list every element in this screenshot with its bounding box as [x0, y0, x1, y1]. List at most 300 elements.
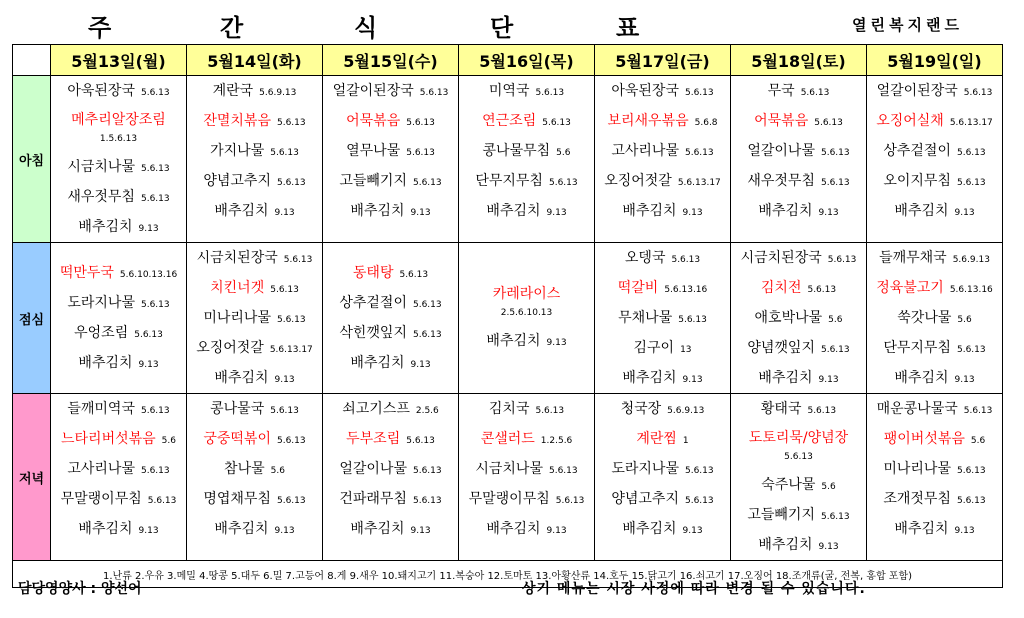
allergen-codes: 5.6.13: [276, 178, 306, 188]
menu-item: [51, 212, 186, 242]
dish-name: 김구이: [633, 340, 675, 356]
allergen-codes: 5.6.13: [535, 88, 565, 98]
allergen-codes: 5.6.13: [134, 330, 163, 340]
allergen-codes: 5.6.13: [270, 148, 299, 158]
dish-name: 우엉조림: [74, 325, 129, 341]
allergen-codes: 5.6.13: [800, 88, 830, 98]
dish-name: 조개젓무침: [883, 491, 951, 507]
dish-name: 잔멸치볶음: [203, 113, 271, 129]
allergen-codes: 1: [682, 436, 689, 446]
menu-item: [731, 166, 866, 196]
dish-name: 얼갈이된장국: [332, 83, 414, 99]
dish-name: 미나리나물: [883, 461, 951, 477]
allergen-codes: 5.6.13: [276, 496, 306, 506]
menu-item: [323, 394, 458, 424]
dish-name: 어묵볶음: [754, 113, 809, 129]
dish-name: 도라지나물: [611, 461, 679, 477]
allergen-codes: 5.6.13: [412, 496, 442, 506]
dish-name: 배추김치: [350, 203, 405, 219]
menu-cell: [187, 394, 323, 561]
allergen-codes: 5.6.13: [820, 512, 850, 522]
dish-name: 오징어실채: [876, 113, 944, 129]
allergen-codes: 9.13: [138, 360, 159, 370]
dish-name: 배추김치: [214, 203, 269, 219]
menu-item: [323, 258, 458, 288]
menu-item: [867, 196, 1002, 226]
dish-name: 새우젓무침: [747, 173, 815, 189]
allergen-codes: 5.6.13: [548, 466, 578, 476]
menu-item: [867, 273, 1002, 303]
menu-item: [867, 514, 1002, 544]
menu-item: [187, 196, 322, 226]
allergen-codes: 9.13: [682, 375, 703, 385]
menu-item: [51, 288, 186, 318]
menu-item: [459, 326, 594, 356]
allergen-codes: 5.6.13.16: [664, 285, 708, 295]
allergen-codes: 5.6: [821, 482, 836, 492]
allergen-codes: 5.6: [957, 315, 972, 325]
menu-item: [187, 243, 322, 273]
allergen-codes: 5.6.13: [140, 164, 170, 174]
dish-name: 오징어젓갈: [196, 340, 264, 356]
menu-item: [867, 243, 1002, 273]
dish-name: 단무지무침: [883, 340, 951, 356]
menu-item: [51, 152, 186, 182]
allergen-codes: 5.6.13: [784, 452, 813, 462]
menu-item: [731, 273, 866, 303]
allergen-codes: 5.6: [828, 315, 843, 325]
allergen-codes: 9.13: [274, 526, 295, 536]
menu-item: [731, 500, 866, 530]
dish-name: 도라지나물: [67, 295, 135, 311]
menu-item: [867, 303, 1002, 333]
dish-name: 새우젓무침: [67, 189, 135, 205]
allergen-codes: 5.6.13: [276, 436, 306, 446]
allergen-codes: 5.6: [556, 148, 571, 158]
allergen-codes: 5.6.9.13: [259, 88, 297, 98]
dish-name: 콘샐러드: [480, 431, 535, 447]
menu-item: [595, 166, 730, 196]
menu-item: [595, 196, 730, 226]
allergen-codes: 5.6.9.13: [952, 255, 990, 265]
menu-cell: [595, 394, 731, 561]
dish-name: 궁중떡볶이: [203, 431, 271, 447]
meal-label: 점심: [13, 243, 51, 394]
allergen-codes: 5.6: [970, 436, 986, 446]
allergen-codes: 5.6.13: [548, 178, 578, 188]
menu-item: [595, 454, 730, 484]
allergen-codes: 9.13: [954, 208, 975, 218]
menu-item: [595, 333, 730, 363]
allergen-codes: 5.6.13: [956, 345, 986, 355]
allergen-codes: 5.6.13: [412, 178, 442, 188]
menu-cell: [51, 76, 187, 243]
dish-name: 삭힌깻잎지: [339, 325, 407, 341]
menu-cell: [459, 243, 595, 394]
menu-item: [187, 333, 322, 363]
menu-item: [187, 363, 322, 393]
dish-name: 배추김치: [622, 370, 677, 386]
menu-item: [323, 454, 458, 484]
dish-name: 계란찜: [636, 431, 677, 447]
menu-cell: [187, 243, 323, 394]
menu-item: [867, 76, 1002, 106]
menu-item: [51, 182, 186, 212]
menu-cell: [323, 76, 459, 243]
menu-item: [731, 106, 866, 136]
title-char: 식: [354, 14, 378, 42]
allergen-codes: 5.6.13: [678, 315, 707, 325]
menu-item: [323, 514, 458, 544]
allergen-codes: 5.6.13: [963, 88, 993, 98]
breakfast-row: [13, 76, 1003, 243]
allergen-codes: 5.6.13.17: [677, 178, 721, 188]
dish-name: 오징어젓갈: [604, 173, 672, 189]
dish-name: 얼갈이된장국: [876, 83, 958, 99]
dish-name: 무채나물: [618, 310, 673, 326]
dish-name: 상추겉절이: [339, 295, 407, 311]
dish-name: 청국장: [620, 401, 662, 417]
menu-item: [731, 303, 866, 333]
dish-name: 아욱된장국: [67, 83, 135, 99]
dish-name: 카레라이스: [492, 286, 561, 302]
allergen-codes: 5.6.13: [419, 88, 449, 98]
dish-name: 배추김치: [214, 370, 269, 386]
menu-cell: [51, 394, 187, 561]
allergen-codes: 5.6.13: [535, 406, 565, 416]
dish-name: 양념깻잎지: [747, 340, 815, 356]
dish-name: 시금치나물: [67, 159, 135, 175]
menu-item: [187, 76, 322, 106]
menu-item: [187, 166, 322, 196]
menu-item: [595, 424, 730, 454]
dish-name: 배추김치: [894, 521, 949, 537]
menu-item: [323, 424, 458, 454]
menu-item: [323, 76, 458, 106]
dish-name: 쇠고기스프: [342, 401, 410, 417]
dish-name: 명엽채무침: [203, 491, 271, 507]
menu-item: [51, 454, 186, 484]
allergen-codes: 5.6.13: [140, 406, 170, 416]
dish-name: 배추김치: [350, 355, 405, 371]
dish-name: 배추김치: [78, 521, 133, 537]
allergen-codes: 5.6.13: [671, 255, 701, 265]
dish-name: 고들빼기지: [747, 507, 815, 523]
allergen-codes: 5.6.13: [820, 345, 850, 355]
allergen-codes: 5.6.13: [412, 330, 442, 340]
dish-name: 열무나물: [346, 143, 401, 159]
menu-item: [459, 196, 594, 226]
menu-cell: [323, 394, 459, 561]
menu-cell: [867, 76, 1003, 243]
dish-name: 건파래무침: [339, 491, 407, 507]
allergen-codes: 9.13: [274, 208, 295, 218]
menu-item: [867, 484, 1002, 514]
allergen-codes: 9.13: [682, 208, 703, 218]
dish-name: 떡갈비: [617, 280, 659, 296]
menu-item: [867, 136, 1002, 166]
menu-item: [459, 76, 594, 106]
menu-item: [595, 273, 730, 303]
dish-name: 배추김치: [758, 537, 813, 553]
menu-item: [595, 303, 730, 333]
allergen-codes: 5.6.13: [542, 118, 571, 128]
dish-name: 배추김치: [758, 370, 813, 386]
allergen-codes: 1.5.6.13: [99, 134, 138, 144]
dish-name: 김치국: [488, 401, 530, 417]
menu-item: [731, 363, 866, 393]
dish-name: 단무지무침: [475, 173, 543, 189]
menu-item: [731, 76, 866, 106]
dish-name: 오뎅국: [624, 250, 666, 266]
dish-name: 배추김치: [622, 521, 677, 537]
menu-item: [459, 484, 594, 514]
dish-name: 시금치된장국: [196, 250, 278, 266]
dish-name: 오이지무침: [883, 173, 951, 189]
dish-name: 얼갈이나물: [747, 143, 815, 159]
dish-name: 들깨미역국: [67, 401, 135, 417]
menu-item: [323, 484, 458, 514]
dish-name: 연근조림: [482, 113, 537, 129]
dish-name: 보리새우볶음: [607, 113, 689, 129]
dish-name: 애호박나물: [754, 310, 823, 326]
allergen-codes: 5.6.10.13.16: [119, 270, 178, 280]
allergen-codes: 5.6.8: [694, 118, 718, 128]
allergen-codes: 5.6.13: [140, 88, 170, 98]
menu-item: [459, 280, 594, 326]
allergen-codes: 5.6.13: [140, 300, 170, 310]
menu-item: [187, 106, 322, 136]
menu-item: [595, 106, 730, 136]
dish-name: 배추김치: [486, 203, 541, 219]
dish-name: 느타리버섯볶음: [61, 431, 156, 447]
menu-cell: [731, 394, 867, 561]
menu-item: [323, 318, 458, 348]
allergen-codes: 5.6.9.13: [667, 406, 705, 416]
title-char: 주: [88, 14, 112, 42]
allergen-codes: 5.6.13: [270, 285, 299, 295]
allergen-codes: 1.2.5.6: [540, 436, 573, 446]
allergen-codes: 5.6.13: [412, 466, 442, 476]
allergen-codes: 9.13: [954, 375, 975, 385]
menu-item: [731, 196, 866, 226]
dish-name: 아욱된장국: [611, 83, 679, 99]
allergen-codes: 5.6.13.17: [269, 345, 313, 355]
dish-name: 양념고추지: [203, 173, 271, 189]
menu-item: [459, 166, 594, 196]
allergen-codes: 5.6.13: [684, 466, 714, 476]
menu-item: [867, 394, 1002, 424]
menu-item: [51, 424, 186, 454]
allergen-codes: 5.6.13: [820, 178, 850, 188]
menu-cell: [595, 76, 731, 243]
dish-name: 가지나물: [210, 143, 265, 159]
menu-item: [323, 196, 458, 226]
menu-item: [459, 106, 594, 136]
allergen-codes: 5.6.13: [963, 406, 993, 416]
dish-name: 무말랭이무침: [468, 491, 550, 507]
allergen-codes: 5.6.13: [820, 148, 850, 158]
dish-name: 무국: [767, 83, 795, 99]
menu-item: [51, 76, 186, 106]
allergen-codes: 9.13: [954, 526, 975, 536]
menu-item: [731, 424, 866, 470]
page-title: [40, 8, 640, 42]
allergen-codes: 5.6.13: [956, 148, 986, 158]
dish-name: 얼갈이나물: [339, 461, 407, 477]
allergen-codes: 5.6.13: [270, 406, 299, 416]
menu-item: [51, 514, 186, 544]
menu-item: [51, 484, 186, 514]
menu-item: [867, 166, 1002, 196]
allergen-codes: 9.13: [818, 542, 839, 552]
dish-name: 콩나물무침: [482, 143, 551, 159]
allergen-codes: 5.6.13: [956, 496, 986, 506]
dish-name: 황태국: [760, 401, 802, 417]
menu-item: [323, 136, 458, 166]
menu-item: [187, 394, 322, 424]
dish-name: 도토리묵/양념장: [748, 430, 849, 446]
menu-cell: [187, 76, 323, 243]
allergen-codes: 5.6.13: [684, 148, 714, 158]
day-header: 5월16일(목): [459, 45, 595, 76]
menu-item: [867, 424, 1002, 454]
dish-name: 콩나물국: [210, 401, 265, 417]
menu-item: [595, 514, 730, 544]
lunch-row: [13, 243, 1003, 394]
allergen-codes: 9.13: [410, 526, 431, 536]
dish-name: 메추리알장조림: [71, 112, 166, 128]
dish-name: 양념고추지: [611, 491, 679, 507]
dish-name: 배추김치: [758, 203, 813, 219]
allergen-codes: 5.6.13: [399, 270, 429, 280]
dish-name: 배추김치: [894, 203, 949, 219]
allergen-codes: 9.13: [818, 208, 839, 218]
menu-item: [731, 394, 866, 424]
menu-cell: [323, 243, 459, 394]
menu-item: [187, 136, 322, 166]
allergen-codes: 5.6.13: [814, 118, 843, 128]
menu-item: [187, 424, 322, 454]
allergen-codes: 5.6: [270, 466, 285, 476]
allergen-codes: 5.6.13: [140, 466, 170, 476]
allergen-codes: 5.6.13: [827, 255, 857, 265]
dish-name: 계란국: [212, 83, 254, 99]
dish-name: 시금치된장국: [740, 250, 822, 266]
allergen-codes: 5.6.13: [956, 178, 986, 188]
menu-cell: [595, 243, 731, 394]
menu-item: [595, 76, 730, 106]
menu-item: [731, 530, 866, 560]
menu-change-notice: 상기 메뉴는 시장 사정에 따라 변경 될 수 있습니다.: [522, 581, 866, 597]
menu-cell: [867, 394, 1003, 561]
menu-item: [867, 333, 1002, 363]
day-header: 5월15일(수): [323, 45, 459, 76]
organization-name: 열린복지랜드: [852, 16, 963, 34]
menu-item: [595, 136, 730, 166]
allergen-codes: 5.6.13.16: [949, 285, 993, 295]
menu-item: [595, 243, 730, 273]
dish-name: 매운콩나물국: [876, 401, 958, 417]
allergen-codes: 5.6.13: [684, 496, 714, 506]
menu-cell: [867, 243, 1003, 394]
menu-item: [867, 454, 1002, 484]
dish-name: 쑥갓나물: [897, 310, 952, 326]
dish-name: 배추김치: [78, 219, 133, 235]
menu-item: [731, 243, 866, 273]
dish-name: 배추김치: [350, 521, 405, 537]
allergen-codes: 5.6.13: [276, 315, 306, 325]
day-header: 5월14일(화): [187, 45, 323, 76]
dish-name: 상추겉절이: [883, 143, 951, 159]
header-corner: [13, 45, 51, 76]
allergen-codes: 5.6.13: [555, 496, 585, 506]
menu-item: [867, 106, 1002, 136]
allergen-codes: 5.6: [161, 436, 176, 446]
menu-item: [731, 333, 866, 363]
dish-name: 어묵볶음: [346, 113, 401, 129]
allergen-codes: 13: [680, 345, 692, 355]
dinner-row: [13, 394, 1003, 561]
dietitian-name: 담당영양사 : 양선어: [18, 581, 142, 597]
allergen-codes: 5.6.13: [406, 118, 435, 128]
dish-name: 미역국: [488, 83, 530, 99]
allergen-codes: 9.13: [138, 526, 159, 536]
allergen-codes: 9.13: [682, 526, 703, 536]
menu-item: [187, 303, 322, 333]
dish-name: 정육불고기: [876, 280, 944, 296]
allergen-codes: 5.6.13: [406, 148, 435, 158]
menu-item: [459, 424, 594, 454]
allergen-codes: 5.6.13: [140, 194, 170, 204]
allergen-codes: 5.6.13: [807, 406, 837, 416]
menu-item: [459, 514, 594, 544]
menu-item: [51, 394, 186, 424]
dish-name: 배추김치: [622, 203, 677, 219]
allergen-codes: 9.13: [546, 208, 567, 218]
dish-name: 숙주나물: [761, 477, 816, 493]
allergen-codes: 5.6.13.17: [949, 118, 993, 128]
dish-name: 무말랭이무침: [60, 491, 142, 507]
menu-item: [459, 454, 594, 484]
dish-name: 들깨무채국: [879, 250, 947, 266]
allergen-codes: 5.6.13: [276, 118, 306, 128]
menu-item: [187, 273, 322, 303]
menu-item: [595, 363, 730, 393]
menu-item: [51, 318, 186, 348]
menu-item: [595, 394, 730, 424]
dish-name: 참나물: [224, 461, 265, 477]
menu-cell: [731, 243, 867, 394]
menu-cell: [51, 243, 187, 394]
menu-item: [187, 484, 322, 514]
meal-label: 저녁: [13, 394, 51, 561]
dish-name: 고들빼기지: [339, 173, 407, 189]
menu-cell: [731, 76, 867, 243]
title-char: 간: [220, 14, 244, 42]
allergen-codes: 9.13: [546, 338, 567, 348]
menu-item: [187, 454, 322, 484]
allergen-codes: 5.6.13: [406, 436, 435, 446]
title-char: 표: [616, 14, 640, 42]
menu-item: [51, 348, 186, 378]
weekly-menu-table: [12, 44, 1003, 588]
menu-item: [459, 136, 594, 166]
dish-name: 배추김치: [78, 355, 133, 371]
dish-name: 떡만두국: [59, 265, 114, 281]
allergen-codes: 9.13: [138, 224, 159, 234]
day-header: 5월17일(금): [595, 45, 731, 76]
